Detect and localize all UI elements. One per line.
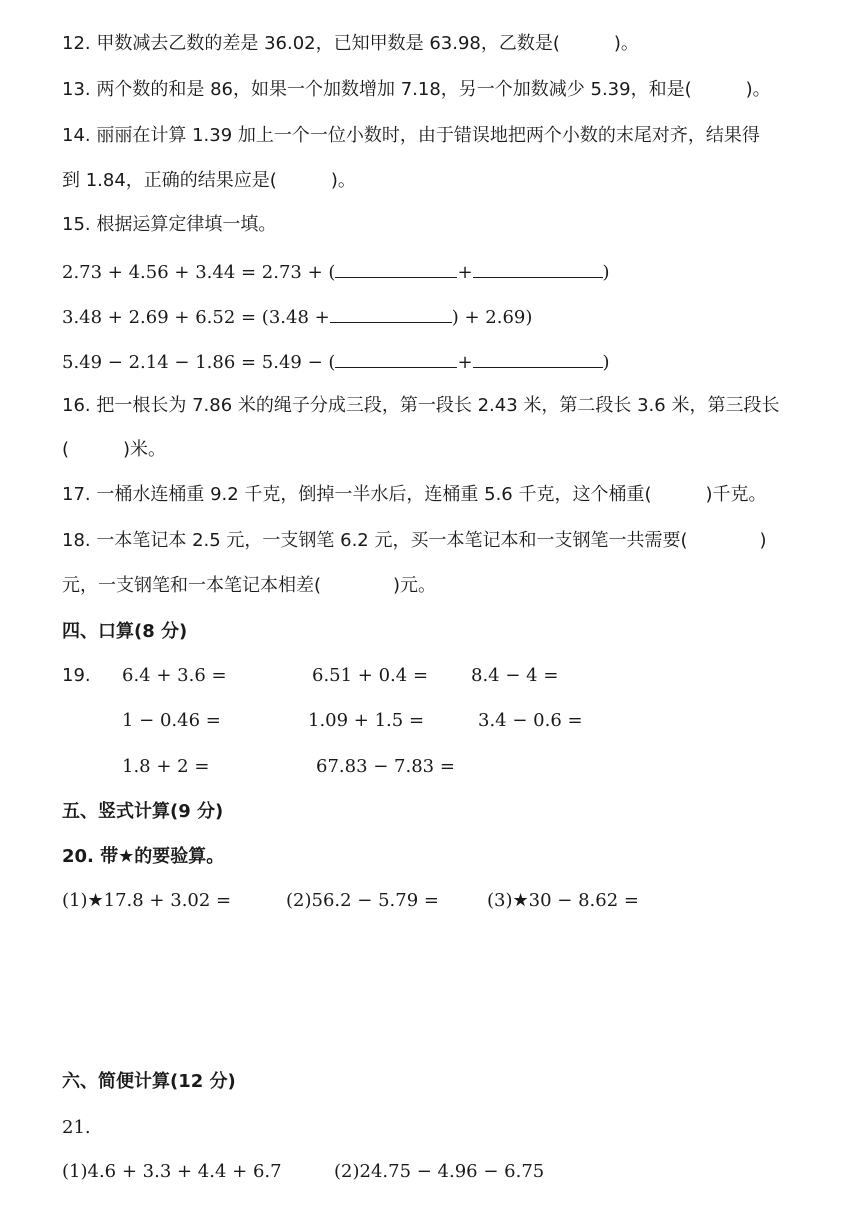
answer-blank[interactable] <box>330 304 452 323</box>
question-14-line2: 到 1.84，正确的结果应是( )。 <box>62 170 356 191</box>
question-16-line2: ( )米。 <box>62 439 167 460</box>
q21-item: (2)24.75 − 4.96 − 6.75 <box>334 1161 545 1182</box>
question-17: 17. 一桶水连桶重 9.2 千克，倒掉一半水后，连桶重 5.6 千克，这个桶重( )千克。 <box>62 484 767 505</box>
q19-item: 1 − 0.46 = <box>122 710 221 731</box>
question-13: 13. 两个数的和是 86，如果一个加数增加 7.18，另一个加数减少 5.39，和是( )。 <box>62 79 771 100</box>
answer-blank[interactable] <box>335 349 457 368</box>
expr-right: ) <box>602 352 610 373</box>
q20-item: (3)★30 − 8.62 = <box>487 890 639 911</box>
plus-sign: + <box>457 262 473 283</box>
expr-right: ) + 2.69) <box>451 307 533 328</box>
q19-item: 6.51 + 0.4 = <box>312 665 429 686</box>
q19-item: 8.4 − 4 = <box>471 665 559 686</box>
section-4-heading: 四、口算(8 分) <box>62 621 188 642</box>
expr-left: 3.48 + 2.69 + 6.52 = (3.48 + <box>62 307 330 328</box>
answer-blank[interactable] <box>473 349 603 368</box>
q19-item: 1.09 + 1.5 = <box>308 710 425 731</box>
section-6-heading: 六、简便计算(12 分) <box>62 1071 236 1092</box>
q19-item: 3.4 − 0.6 = <box>478 710 583 731</box>
question-12: 12. 甲数减去乙数的差是 36.02，已知甲数是 63.98，乙数是( )。 <box>62 33 639 54</box>
expr-left: 5.49 − 2.14 − 1.86 = 5.49 − ( <box>62 352 336 373</box>
plus-sign: + <box>457 352 473 373</box>
answer-blank[interactable] <box>335 259 457 278</box>
question-19-number: 19. <box>62 665 91 686</box>
question-15-row2 <box>62 304 532 330</box>
q20-item: (2)56.2 − 5.79 = <box>286 890 439 911</box>
question-18-line2: 元，一支钢笔和一本笔记本相差( )元。 <box>62 575 437 596</box>
q19-item: 1.8 + 2 = <box>122 756 210 777</box>
q21-item: (1)4.6 + 3.3 + 4.4 + 6.7 <box>62 1161 282 1182</box>
question-21: 21. <box>62 1117 91 1138</box>
expr-left: 2.73 + 4.56 + 3.44 = 2.73 + ( <box>62 262 336 283</box>
q20-item: (1)★17.8 + 3.02 = <box>62 890 232 911</box>
question-20: 20. 带★的要验算。 <box>62 846 225 867</box>
answer-blank[interactable] <box>473 259 603 278</box>
q19-item: 67.83 − 7.83 = <box>316 756 455 777</box>
q19-item: 6.4 + 3.6 = <box>122 665 227 686</box>
question-16-line1: 16. 把一根长为 7.86 米的绳子分成三段，第一段长 2.43 米，第二段长 3.6 米，第三段长 <box>62 395 780 416</box>
section-5-heading: 五、竖式计算(9 分) <box>62 801 224 822</box>
question-15-row3 <box>62 349 610 375</box>
question-15-row1 <box>62 259 610 285</box>
question-14-line1: 14. 丽丽在计算 1.39 加上一个一位小数时，由于错误地把两个小数的末尾对齐，结果得 <box>62 125 760 146</box>
question-15: 15. 根据运算定律填一填。 <box>62 214 277 235</box>
question-18-line1: 18. 一本笔记本 2.5 元，一支钢笔 6.2 元，买一本笔记本和一支钢笔一共需要( ) <box>62 530 767 551</box>
expr-right: ) <box>602 262 610 283</box>
